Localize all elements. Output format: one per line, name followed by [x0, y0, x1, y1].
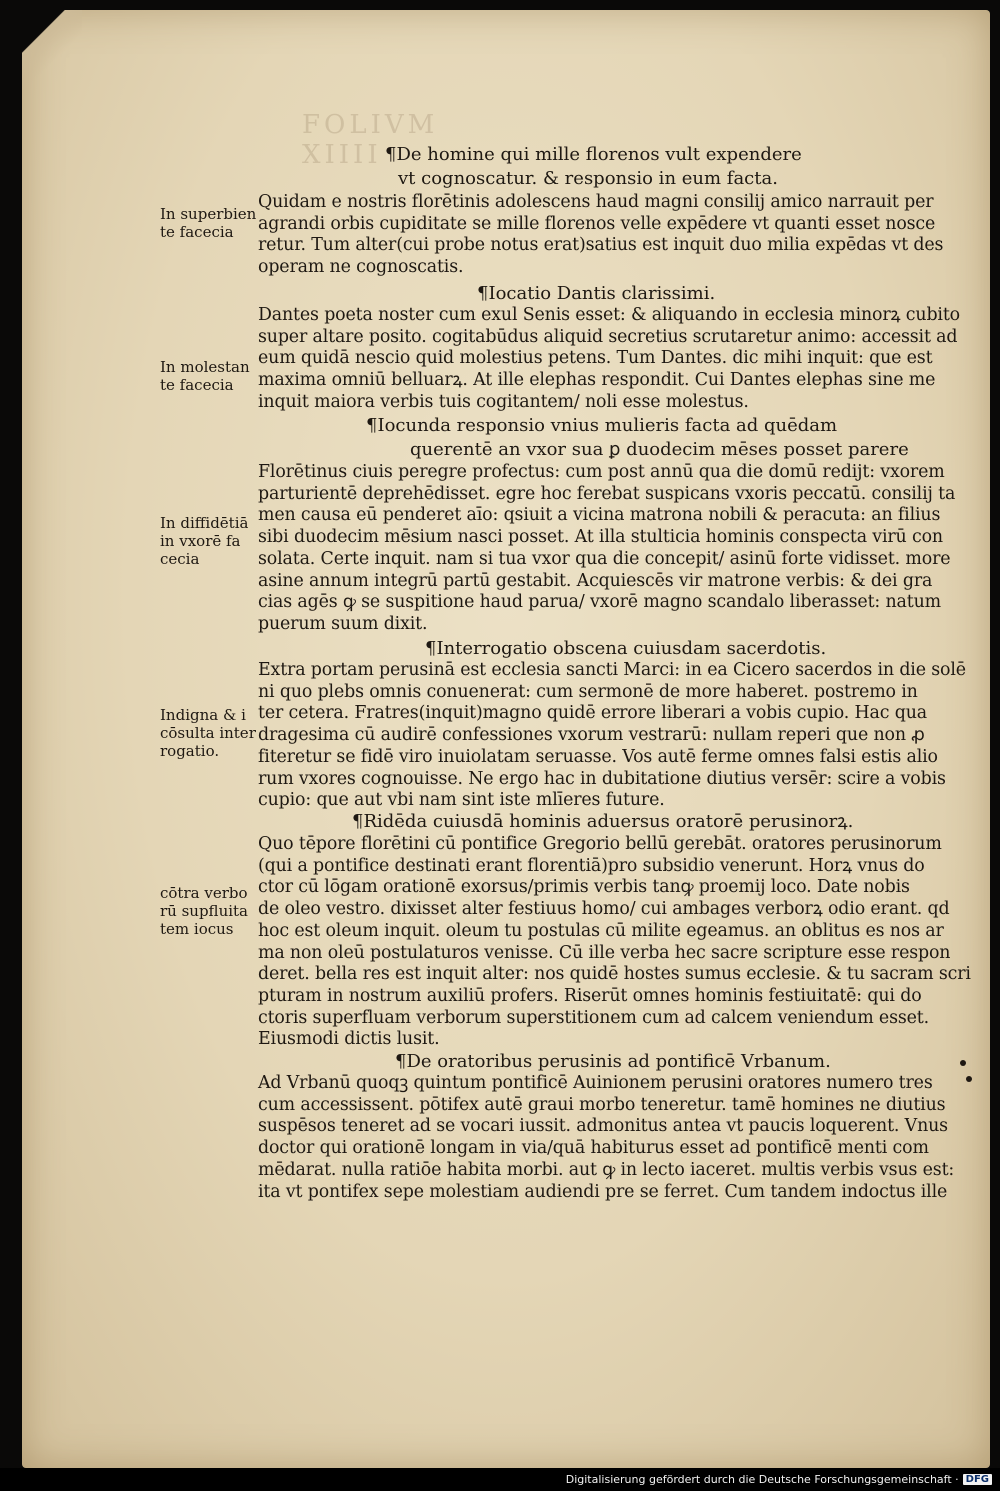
- section-3-margin-note: In diffidētiā in vxorē fa cecia: [160, 514, 249, 568]
- section-1-body: Quidam e nostris florētinis adolescens haud magni consilij amico narrauit per agrandi orbis cupiditate se mille florenos velle expēdere vt quanti esset nosce retur. Tum alter(cui probe notus erat)satius est inquit duo milia expēdas vt des operam ne cognoscatis.: [258, 192, 944, 278]
- section-5-margin-note: cōtra verbo rū supfluita tem iocus: [160, 884, 248, 938]
- ink-dot: [966, 1076, 972, 1082]
- section-2-heading: ¶Iocatio Dantis clarissimi.: [477, 283, 716, 304]
- section-6-body: Ad Vrbanū quoqꝫ quintum pontificē Auinionem perusini oratores numero tres cum accessissent. pōtifex autē graui morbo teneretur. tamē homines ne diutius suspēsos teneret ad se vocari iussit. admonitus antea vt paucis loquerent. Vnus doctor qui orationē longam in via/quā habiturus esset ad pontificē menti com mēdarat. nulla ratiōe habita morbi. aut ꝙ in lecto iaceret. multis verbis vsus est: ita vt pontifex sepe molestiam audiendi pre se ferret. Cum tandem indoctus ille: [258, 1073, 955, 1202]
- ghost-header: FOLIVM XIIII: [302, 110, 439, 170]
- section-6-heading: ¶De oratoribus perusinis ad pontificē Vrbanum.: [395, 1051, 831, 1072]
- footer-credit: [0, 1468, 1000, 1491]
- section-2-body: Dantes poeta noster cum exul Senis esset: & aliquando in ecclesia minorꝝ cubito super altare posito. cogitabūdus aliquid secretius scrutaretur animo: accessit ad eum quidā nescio quid molestius petens. Tum Dantes. dic mihi inquit: que est maxima omniū belluarꝝ. At ille elephas respondit. Cui Dantes elephas sine me inquit maiora verbis tuis cogitantem/ noli esse molestus.: [258, 305, 961, 412]
- section-4-heading: ¶Interrogatio obscena cuiusdam sacerdotis.: [425, 638, 827, 659]
- ink-dot: [960, 1060, 966, 1066]
- section-1-margin-note: In superbien te facecia: [160, 205, 257, 241]
- section-4-margin-note: Indigna & i cōsulta inter rogatio.: [160, 706, 256, 760]
- section-3-heading: ¶Iocunda responsio vnius mulieris facta ad quēdam querentē an vxor sua ꝑ duodecim mēses posset parere: [366, 415, 909, 460]
- section-1-heading: ¶De homine qui mille florenos vult expendere vt cognoscatur. & responsio in eum facta.: [385, 144, 802, 189]
- section-4-body: Extra portam perusinā est ecclesia sancti Marci: in ea Cicero sacerdos in die solē ni quo plebs omnis conuenerat: cum sermonē de more haberet. postremo in ter cetera. Fratres(inquit)magno quidē errore liberari a vobis cupio. Hac qua dragesima cū audirē confessiones vxorum vestrarū: nullam reperi que non ꝓ fiteretur se fidē viro inuiolatam seruasse. Vos autē ferme omnes falsi estis alio rum vxores cognouisse. Ne ergo hac in dubitatione diutius versēr: scire a vobis cupio: que aut vbi nam sint iste mlīeres future.: [258, 660, 966, 811]
- section-5-body: Quo tēpore florētini cū pontifice Gregorio bellū gerebāt. oratores perusinorum (qui a pontifice destinati erant florentiā)pro subsidio venerunt. Horꝝ vnus do ctor cū lōgam orationē exorsus/primis verbis tanꝙ proemij loco. Date nobis de oleo vestro. dixisset alter festiuus homo/ cui ambages verborꝝ odio erant. qd hoc est oleum inquit. oleum tu postulas cū milite egeamus. an oblitus es nos ar ma non oleū postulaturos venisse. Cū ille verba hec sacre scripture esse respon deret. bella res est inquit alter: nos quidē hostes sumus ecclesie. & tu sacram scri pturam in nostrum auxiliū profers. Riserūt omnes hominis festiuitatē: qui do ctoris superfluam verborum superstitionem cum ad calcem veniendum esset. Eiusmodi dictis lusit.: [258, 834, 971, 1050]
- footer-text: Digitalisierung gefördert durch die Deutsche Forschungsgemeinschaft ·: [565, 1473, 959, 1486]
- section-3-body: Florētinus ciuis peregre profectus: cum post annū qua die domū redijt: vxorem parturientē deprehēdisset. egre hoc ferebat suspicans vxoris peccatū. consilij ta men causa eū penderet aīo: qsiuit a vicina matrona nobili & peracuta: an filius sibi duodecim mēsium nasci posset. At illa stulticia hominis conspecta virū con solata. Certe inquit. nam si tua vxor qua die concepit/ asinū forte vidisset. more asine annum integrū partū gestabit. Acquiescēs vir matrone verbis: & dei gra cias agēs ꝙ se suspitione haud parua/ vxorē magno scandalo liberasset: natum puerum suum dixit.: [258, 462, 956, 634]
- dfg-logo: DFG: [963, 1474, 992, 1485]
- section-5-heading: ¶Ridēda cuiusdā hominis aduersus oratorē perusinorꝝ.: [352, 811, 854, 832]
- section-2-margin-note: In molestan te facecia: [160, 358, 250, 394]
